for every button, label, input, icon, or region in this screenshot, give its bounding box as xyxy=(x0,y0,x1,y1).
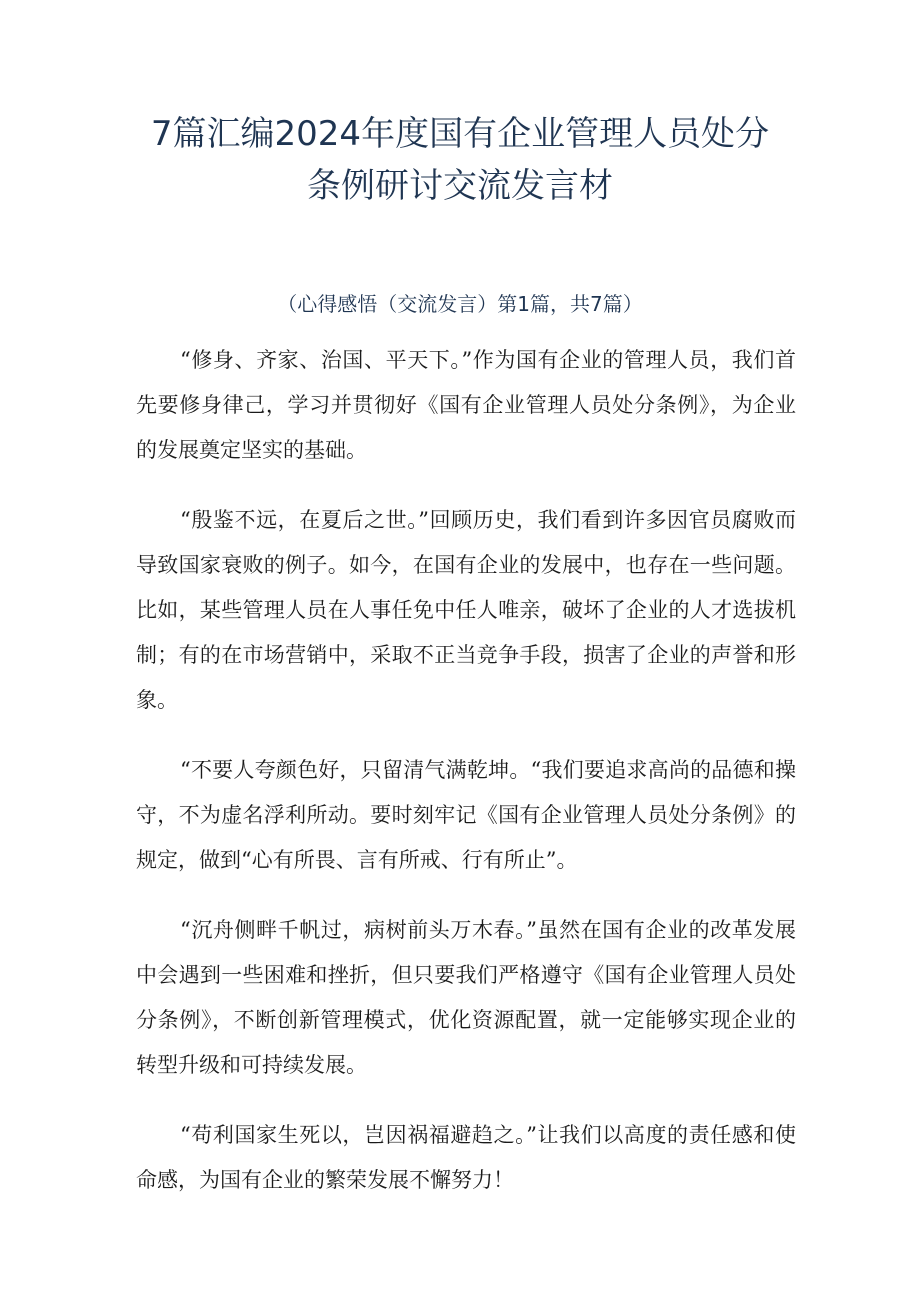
document-title-line-1: 7篇汇编2024年度国有企业管理人员处分 xyxy=(150,114,770,154)
section-subtitle: （心得感悟（交流发言）第1篇，共7篇） xyxy=(277,292,643,316)
body-paragraph-5: “苟利国家生死以，岂因祸福避趋之。”让我们以高度的责任感和使命感，为国有企业的繁荣发展不懈努力！ xyxy=(136,1123,796,1192)
document-body xyxy=(136,338,796,1228)
body-paragraph-4: “沉舟侧畔千帆过，病树前头万木春。”虽然在国有企业的改革发展中会遇到一些困难和挫折，但只要我们严格遵守《国有企业管理人员处分条例》，不断创新管理模式，优化资源配置，就一定能够实现企业的转型升级和可持续发展。 xyxy=(136,918,796,1077)
body-paragraph-3: “不要人夸颜色好，只留清气满乾坤。“我们要追求高尚的品德和操守，不为虚名浮利所动。要时刻牢记《国有企业管理人员处分条例》的规定，做到“心有所畏、言有所戒、行有所止”。 xyxy=(136,758,796,872)
document-title-line-2: 条例研讨交流发言材 xyxy=(307,166,613,206)
body-paragraph-1: “修身、齐家、治国、平天下。”作为国有企业的管理人员，我们首先要修身律己，学习并贯彻好《国有企业管理人员处分条例》，为企业的发展奠定坚实的基础。 xyxy=(136,348,796,462)
body-paragraph-2: “殷鉴不远，在夏后之世。”回顾历史，我们看到许多因官员腐败而导致国家衰败的例子。如今，在国有企业的发展中，也存在一些问题。比如，某些管理人员在人事任免中任人唯亲，破坏了企业的人才选拔机制；有的在市场营销中，采取不正当竞争手段，损害了企业的声誉和形象。 xyxy=(136,508,796,712)
